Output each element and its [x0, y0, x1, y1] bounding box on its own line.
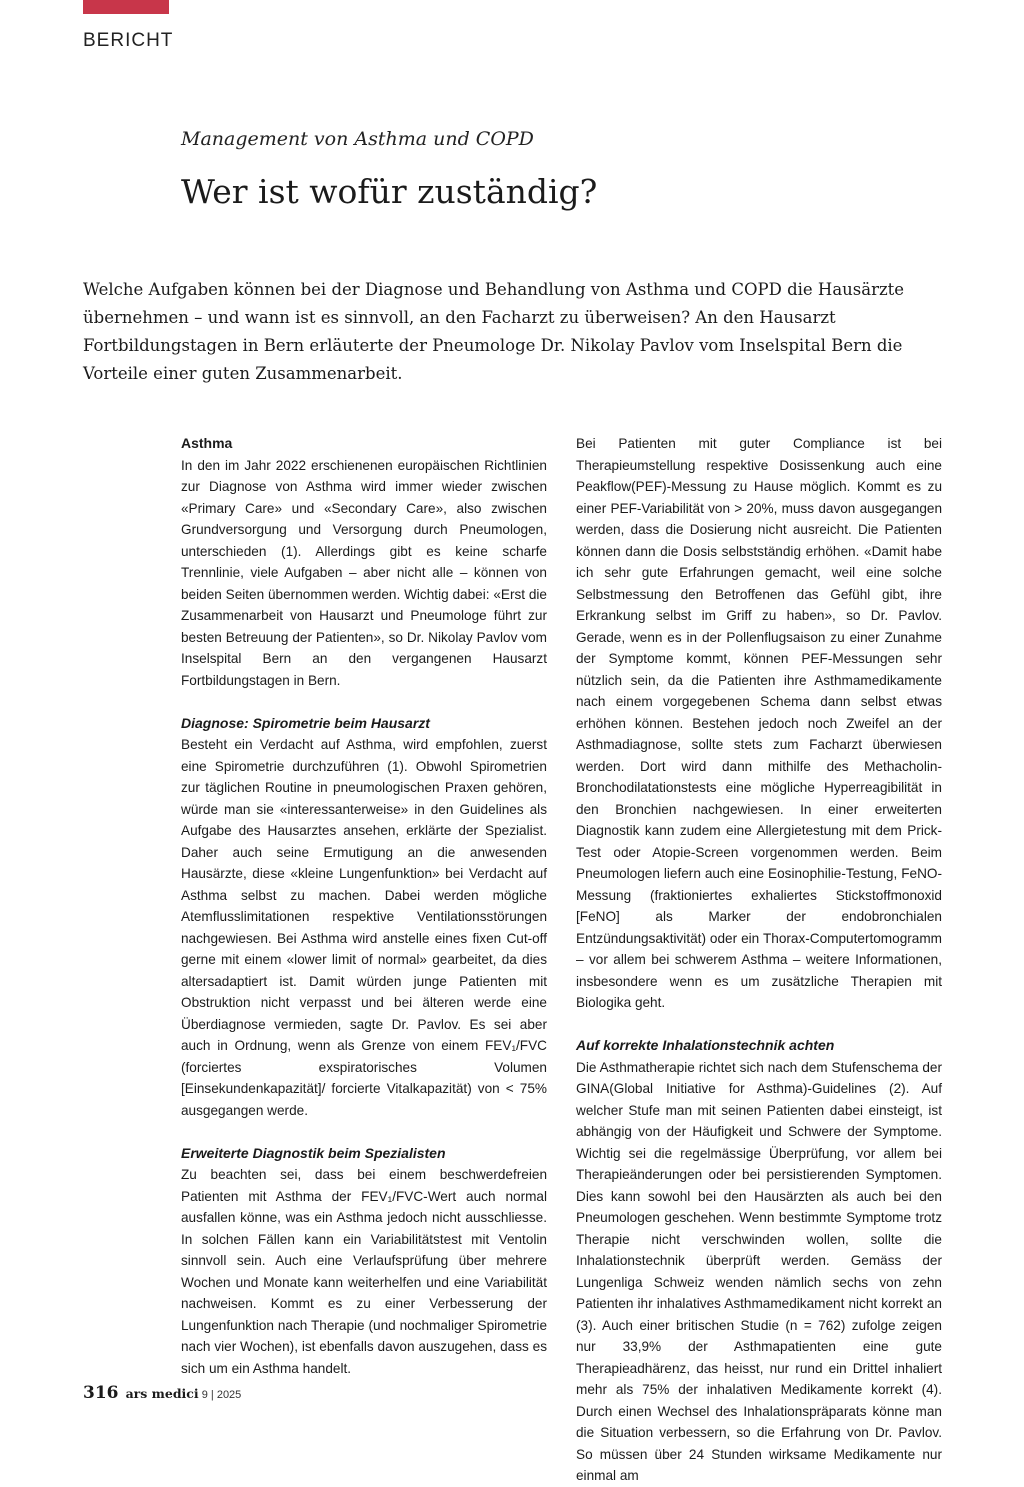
- paragraph: In den im Jahr 2022 erschienenen europäischen Richtlinien zur Diagnose von Asthma wird immer wieder zwischen «Primary Care» und «Secondary Care», also zwischen Grundversorgung und Versorgung durch Pneumologen, unterschieden (1). Allerdings gibt es keine scharfe Trennlinie, viele Aufgaben – aber nicht alle – können von beiden Seiten übernommen werden. Wichtig dabei: «Erst die Zusammenarbeit von Hausarzt und Pneumologe führt zur besten Betreuung der Patienten», so Dr. Nikolay Pavlov vom Inselspital Bern an den vergangenen Hausarzt Fortbildungstagen in Bern.: [181, 457, 547, 688]
- paragraph: Besteht ein Verdacht auf Asthma, wird empfohlen, zuerst eine Spirometrie durchzuführen (1). Obwohl Spirometrien zur täglichen Routine in pneumologischen Praxen gehören, würde man sie «interessanterweise» in den Guidelines als Aufgabe des Hausarztes ansehen, erklärte der Spezialist. Daher auch seine Ermutigung an die anwesenden Hausärzte, diese «kleine Lungenfunktion» bei Verdacht auf Asthma selbst zu machen. Dabei werden mögliche Atemflusslimitationen respektive Ventilationsstörungen nachgewiesen. Bei Asthma wird anstelle eines fixen Cut-off gerne mit einem «lower limit of normal» gearbeitet, da dies altersadaptiert ist. Damit würden junge Patienten mit Obstruktion nicht verpasst und bei älteren werde eine Überdiagnose vermieden, sagte Dr. Pavlov. Es sei aber auch in Ordnung, wenn als Grenze von einem FEV₁/FVC (forciertes exspiratorisches Volumen [Einsekundenkapazität]/ forcierte Vitalkapazität) von < 75% ausgegangen werde.: [181, 737, 547, 1118]
- paragraph: Zu beachten sei, dass bei einem beschwerdefreien Patienten mit Asthma der FEV₁/FVC-Wert auch normal ausfallen könne, was ein Asthma jedoch nicht ausschliesse. In solchen Fällen kann ein Variabilitätstest mit Ventolin sinnvoll sein. Auch eine Verlaufsprüfung über mehrere Wochen und Monate kann weiterhelfen und eine Variabilität nachweisen. Kommt es zu einer Verbesserung der Lungenfunktion nach Therapie (und nochmaliger Spirometrie nach vier Wochen), ist ebenfalls davon auszugehen, dass es sich um ein Asthma handelt.: [181, 1167, 547, 1376]
- article-lead: Welche Aufgaben können bei der Diagnose und Behandlung von Asthma und COPD die Hausärzte übernehmen – und wann ist es sinnvoll, an den Facharzt zu überweisen? An den Hausarzt Fortbildungstagen in Bern erläuterte der Pneumologe Dr. Nikolay Pavlov vom Inselspital Bern die Vorteile einer guten Zusammenarbeit.: [83, 280, 905, 383]
- page-footer: [83, 1383, 241, 1403]
- column-right: [576, 433, 942, 1487]
- accent-bar: [83, 0, 169, 14]
- section-label: BERICHT: [83, 30, 174, 51]
- section-heading-asthma: Asthma: [181, 435, 233, 451]
- paragraph: Die Asthmatherapie richtet sich nach dem Stufenschema der GINA(Global Initiative for Asthma)-Guidelines (2). Auf welcher Stufe man mit seinen Patienten dabei einsteigt, ist abhängig von der Häufigkeit und Schwere der Symptome. Wichtig sei die regelmässige Überprüfung, vor allem bei Therapieänderungen oder bei persistierenden Symptomen. Dies kann sowohl bei den Hausärzten als auch bei den Pneumologen geschehen. Wenn bestimmte Symptome trotz Therapie nicht verschwinden wollen, sollte die Inhalationstechnik überprüft werden. Gemäss der Lungenliga Schweiz wenden nämlich sechs von zehn Patienten ihr inhalatives Asthmamedikament nicht korrekt an (3). Auch einer britischen Studie (n = 762) zufolge zeigen nur 33,9% der Asthmapatienten eine gute Therapieadhärenz, das heisst, nur rund ein Drittel inhaliert mehr als 75% der inhalativen Medikamente korrekt (4). Durch einen Wechsel des Inhalationspräparats könne man die Situation verbessern, so die Erfahrung von Dr. Pavlov. So müssen über 24 Stunden wirksame Medikamente nur einmal am: [576, 1059, 942, 1483]
- article-title: Wer ist wofür zuständig?: [181, 172, 598, 211]
- column-left: [181, 433, 547, 1379]
- page-number: 316: [83, 1383, 119, 1403]
- section-heading-spirometrie: Diagnose: Spirometrie beim Hausarzt: [181, 714, 430, 731]
- paragraph-continued: Bei Patienten mit guter Compliance ist bei Therapieumstellung respektive Dosissenkung auch eine Peakflow(PEF)-Messung zu Hause möglich. Kommt es zu einer PEF-Variabilität von > 20%, muss davon ausgegangen werden, dass die Dosierung nicht ausreicht. Die Patienten können dann die Dosis selbstständig erhöhen. «Damit habe ich sehr gute Erfahrungen gemacht, weil eine solche Selbstmessung den Betroffenen das Gefühl gibt, ihre Erkrankung selbst im Griff zu haben», so Dr. Pavlov. Gerade, wenn es in der Pollenflugsaison zu einer Zunahme der Symptome kommt, können PEF-Messungen sehr nützlich sein, da die Patienten ihre Asthmamedikamente nach einem vorgegebenen Schema dann selbst etwas erhöhen können. Bestehen jedoch noch Zweifel an der Asthmadiagnose, sollte stets zum Facharzt überwiesen werden. Dort wird dann mithilfe des Methacholin-Bronchodilatationstests eine mögliche Hyperreagibilität in den Bronchien nachgewiesen. In einer erweiterten Diagnostik kann zudem eine Allergietestung mit dem Prick-Test oder Atopie-Screen vorgenommen werden. Beim Pneumologen liefern auch eine Eosinophilie-Testung, FeNO-Messung (fraktioniertes exhaliertes Stickstoffmonoxid [FeNO] als Marker der endobronchialen Entzündungsaktivität) oder ein Thorax-Computertomogramm – vor allem bei schwerem Asthma – weitere Informationen, insbesondere wenn es um zusätzliche Therapien mit Biologika geht.: [576, 436, 942, 1010]
- section-heading-inhalationstechnik: Auf korrekte Inhalationstechnik achten: [576, 1037, 835, 1053]
- section-heading-erweiterte-diagnostik: Erweiterte Diagnostik beim Spezialisten: [181, 1144, 446, 1161]
- magazine-name: ars medici: [125, 1386, 199, 1401]
- article-kicker: Management von Asthma und COPD: [181, 128, 534, 150]
- issue-info: 9 | 2025: [201, 1389, 242, 1401]
